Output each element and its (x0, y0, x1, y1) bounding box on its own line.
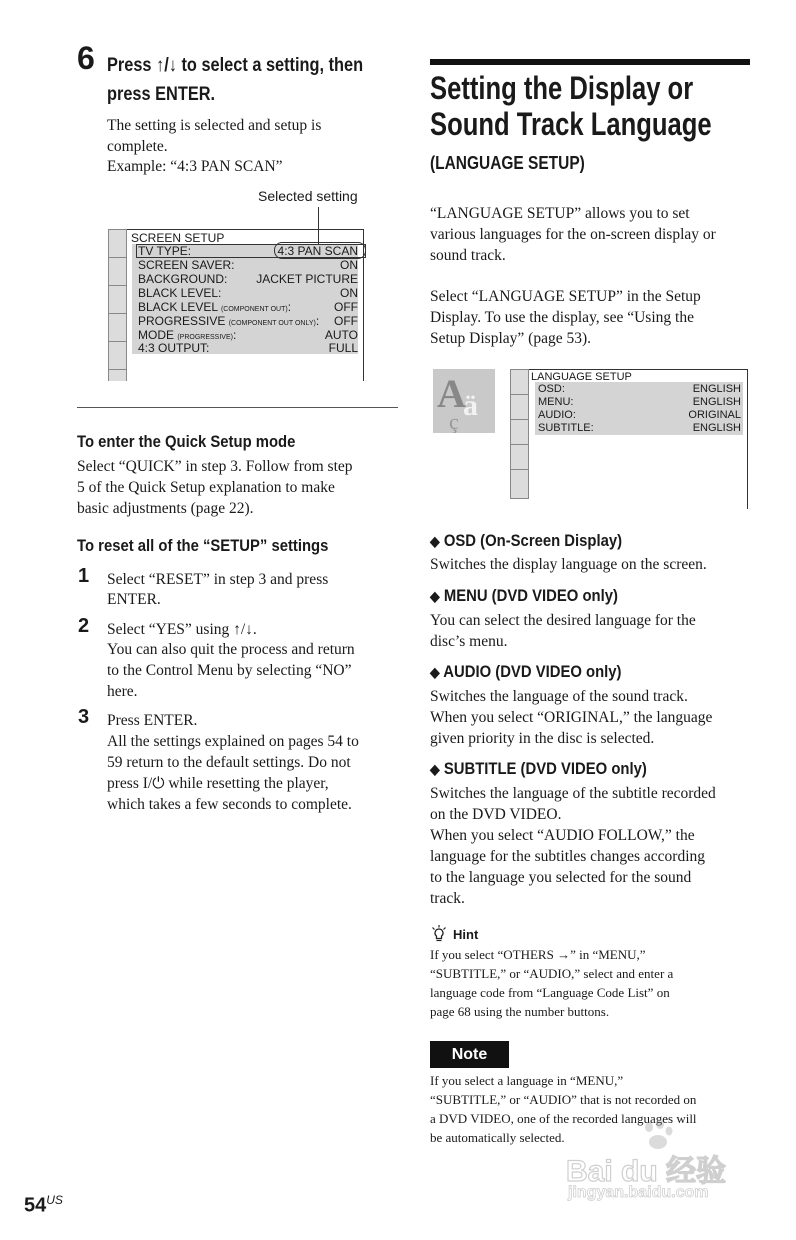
page-number-value: 54 (24, 1194, 47, 1217)
screen-top-border (108, 229, 364, 230)
lang-tab-2 (510, 394, 529, 420)
left-divider (77, 407, 398, 408)
subtitle-heading-text: SUBTITLE (DVD VIDEO only) (443, 760, 647, 778)
lightbulb-icon (431, 925, 447, 942)
screen-setup-display (108, 229, 364, 381)
step-6-heading-line2: press ENTER. (107, 84, 216, 105)
step-6-body-line2: complete. (107, 138, 168, 155)
lang-row-menu (538, 396, 741, 409)
page-number-suffix: US (46, 1193, 63, 1207)
subtitle-line6: track. (430, 890, 465, 907)
page-number (24, 1193, 63, 1218)
osd-heading (430, 532, 622, 551)
row-value: ON (340, 286, 358, 300)
reset-step-1-line2: ENTER. (107, 591, 161, 608)
screen-tab-3 (108, 285, 127, 314)
row-label: OSD: (538, 383, 565, 395)
icon-letter-a-umlaut: ä (463, 389, 478, 422)
diamond-bullet-icon: ◆ (430, 664, 440, 680)
reset-step-2-number: 2 (78, 615, 90, 637)
hint-label: Hint (453, 927, 479, 942)
row-label: AUDIO: (538, 409, 576, 421)
row-label: PROGRESSIVE (138, 314, 226, 328)
lang-tab-5 (510, 469, 529, 499)
screen-row-screen-saver (138, 258, 358, 272)
subtitle-heading (430, 760, 647, 779)
note-line3: a DVD VIDEO, one of the recorded languages will (430, 1111, 697, 1126)
row-value: 4:3 PAN SCAN (277, 244, 358, 258)
step-6-heading-line1: Press ↑/↓ to select a setting, then (107, 55, 364, 76)
section-subtitle: (LANGUAGE SETUP) (430, 153, 585, 173)
hint-line2: “SUBTITLE,” or “AUDIO,” select and enter a (430, 966, 674, 981)
select-line3: Setup Display” (page 53). (430, 330, 591, 347)
quick-setup-line3: basic adjustments (page 22). (77, 500, 254, 517)
language-setup-icon (433, 369, 495, 433)
intro-line3: sound track. (430, 247, 506, 264)
screen-tab-4 (108, 313, 127, 342)
reset-step-3-line3: 59 return to the default settings. Do not (107, 754, 351, 771)
step-6-body-line1: The setting is selected and setup is (107, 117, 322, 134)
reset-step-3-line2: All the settings explained on pages 54 to (107, 733, 359, 750)
row-value: ENGLISH (692, 383, 741, 395)
intro-line1: “LANGUAGE SETUP” allows you to set (430, 205, 690, 222)
quick-setup-heading: To enter the Quick Setup mode (77, 433, 296, 451)
baidu-watermark (560, 1118, 760, 1208)
reset-step-1-line1: Select “RESET” in step 3 and press (107, 571, 329, 588)
icon-letter-a: A (437, 371, 466, 416)
lang-row-subtitle (538, 422, 741, 435)
row-value: OFF (334, 300, 358, 314)
step-6-example: Example: “4:3 PAN SCAN” (107, 158, 283, 175)
row-value: ENGLISH (692, 422, 741, 434)
intro-line2: various languages for the on-screen display or (430, 226, 716, 243)
select-line1: Select “LANGUAGE SETUP” in the Setup (430, 288, 701, 305)
quick-setup-line2: 5 of the Quick Setup explanation to make (77, 479, 335, 496)
diamond-bullet-icon: ◆ (430, 533, 440, 549)
diamond-bullet-icon: ◆ (430, 761, 440, 777)
row-label: 4:3 OUTPUT: (138, 341, 210, 355)
subtitle-line5: to the language you selected for the sound (430, 869, 692, 886)
lang-tab-4 (510, 444, 529, 470)
row-value: OFF (334, 314, 358, 328)
select-line2: Display. To use the display, see “Using the (430, 309, 694, 326)
audio-line2: When you select “ORIGINAL,” the language (430, 709, 713, 726)
reset-step-3-line1: Press ENTER. (107, 712, 198, 729)
reset-step-2-line3: to the Control Menu by selecting “NO” (107, 662, 352, 679)
row-label-small: (PROGRESSIVE) (177, 334, 233, 341)
note-line2: “SUBTITLE,” or “AUDIO” that is not recorded on (430, 1092, 697, 1107)
row-label: BLACK LEVEL: (138, 286, 222, 300)
subtitle-line4: language for the subtitles changes according (430, 848, 706, 865)
subtitle-line2: on the DVD VIDEO. (430, 806, 562, 823)
audio-line3: given priority in the disc is selected. (430, 730, 655, 747)
row-label-end: : (232, 328, 237, 342)
lang-screen-right-border (747, 369, 748, 509)
audio-heading-text: AUDIO (DVD VIDEO only) (443, 663, 622, 681)
screen-setup-title: SCREEN SETUP (131, 231, 225, 245)
audio-heading (430, 663, 622, 682)
language-setup-display (510, 369, 748, 509)
screen-row-black-level (138, 286, 358, 300)
row-value: ORIGINAL (688, 409, 741, 421)
hint-line1: If you select “OTHERS →” in “MENU,” (430, 947, 646, 962)
reset-heading: To reset all of the “SETUP” settings (77, 537, 329, 555)
menu-heading (430, 587, 618, 606)
icon-letter-c: ç (449, 409, 459, 433)
watermark-url: jingyan.baidu.com (568, 1184, 709, 1201)
reset-step-2-line4: here. (107, 683, 138, 700)
section-title-line1: Setting the Display or (430, 70, 694, 106)
language-setup-title: LANGUAGE SETUP (531, 371, 632, 383)
row-value: AUTO (324, 328, 358, 342)
menu-heading-text: MENU (DVD VIDEO only) (443, 587, 618, 605)
hint-line4: page 68 using the number buttons. (430, 1004, 610, 1019)
screen-tab-2 (108, 257, 127, 286)
lang-tab-3 (510, 419, 529, 445)
reset-step-1-number: 1 (78, 565, 90, 587)
screen-tab-1 (108, 229, 127, 258)
step-6-number: 6 (77, 40, 95, 76)
screen-tab-6 (108, 369, 127, 381)
osd-heading-text: OSD (On-Screen Display) (443, 532, 623, 550)
selected-setting-callout: Selected setting (258, 188, 358, 204)
row-label: MENU: (538, 396, 574, 408)
row-value: ON (340, 258, 358, 272)
diamond-bullet-icon: ◆ (430, 588, 440, 604)
lang-row-audio (538, 409, 741, 422)
row-label: TV TYPE: (138, 244, 192, 258)
subtitle-line3: When you select “AUDIO FOLLOW,” the (430, 827, 695, 844)
screen-tab-5 (108, 341, 127, 370)
quick-setup-line1: Select “QUICK” in step 3. Follow from step (77, 458, 353, 475)
row-label-end: : (287, 300, 292, 314)
hint-line3: language code from “Language Code List” on (430, 985, 670, 1000)
row-label: SUBTITLE: (538, 422, 594, 434)
screen-row-4-3-output (138, 341, 358, 355)
row-label: MODE (138, 328, 174, 342)
title-rule (430, 59, 750, 65)
section-title-line2: Sound Track Language (430, 106, 712, 142)
selected-setting-highlight (274, 242, 366, 259)
menu-line2: disc’s menu. (430, 633, 508, 650)
audio-line1: Switches the language of the sound track. (430, 688, 688, 705)
screen-row-background (138, 272, 358, 286)
row-label-end: : (315, 314, 320, 328)
row-value: FULL (328, 341, 358, 355)
reset-step-3-line5: which takes a few seconds to complete. (107, 796, 352, 813)
note-badge: Note (430, 1041, 509, 1068)
row-label: BLACK LEVEL (138, 300, 218, 314)
reset-step-2-line2: You can also quit the process and return (107, 641, 355, 658)
lang-row-osd (538, 383, 741, 396)
reset-step-2-line1: Select “YES” using ↑/↓. (107, 621, 257, 638)
reset-step-3-number: 3 (78, 706, 90, 728)
row-value: ENGLISH (692, 396, 741, 408)
note-line1: If you select a language in “MENU,” (430, 1073, 624, 1088)
row-label-small: (COMPONENT OUT ONLY) (228, 320, 316, 327)
reset-step-3-line4: press I/⏻ while resetting the player, (107, 775, 329, 792)
subtitle-line1: Switches the language of the subtitle recorded (430, 785, 716, 802)
row-label: SCREEN SAVER: (138, 258, 235, 272)
osd-line1: Switches the display language on the screen. (430, 556, 707, 573)
menu-line1: You can select the desired language for the (430, 612, 696, 629)
row-value: JACKET PICTURE (256, 272, 358, 286)
row-label-small: (COMPONENT OUT) (220, 306, 288, 313)
note-line4: be automatically selected. (430, 1130, 565, 1145)
lang-tab-1 (510, 369, 529, 395)
row-label: BACKGROUND: (138, 272, 228, 286)
watermark-brand: Bai du 经验 (566, 1155, 727, 1188)
